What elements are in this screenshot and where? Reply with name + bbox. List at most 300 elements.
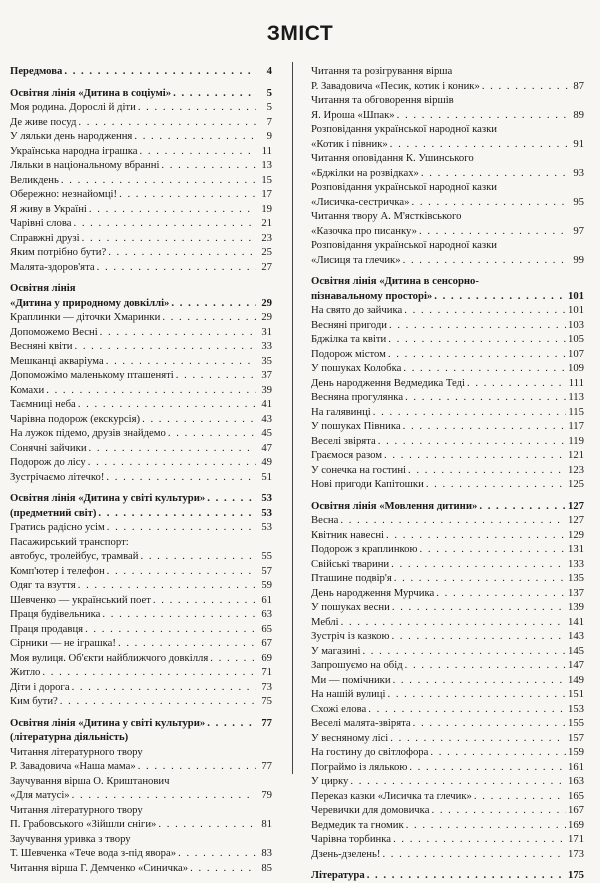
toc-entry[interactable] [311, 528, 584, 543]
dot-leader [367, 868, 566, 883]
toc-entry[interactable] [311, 731, 584, 746]
entry-title: Діти і дорога [10, 680, 70, 693]
entry-title: Ким бути? [10, 695, 58, 707]
toc-entry[interactable] [311, 600, 584, 615]
page-title: ЗМІСТ [266, 22, 334, 45]
toc-entry[interactable] [10, 426, 272, 441]
dot-leader [404, 303, 566, 318]
toc-entry[interactable] [311, 789, 584, 804]
entry-title: Весняна прогулянка [311, 391, 404, 403]
entry-title: «Бджілки на розвідках» [311, 166, 419, 179]
dot-leader [430, 745, 566, 760]
toc-entry[interactable] [10, 817, 272, 832]
toc-entry[interactable] [311, 818, 584, 833]
entry-title: У сонечка на гостині [311, 463, 407, 476]
toc-entry[interactable] [10, 520, 272, 535]
entry-title: Допоможімо маленькому пташеняті [10, 369, 174, 381]
page-number: 49 [261, 456, 272, 468]
toc-entry[interactable] [10, 100, 272, 115]
page-number: 45 [261, 427, 272, 439]
dot-leader [431, 803, 566, 818]
toc-entry[interactable] [10, 158, 272, 173]
toc-entry[interactable] [311, 673, 584, 688]
toc-text-line: Заучування вірша О. Криштанович [10, 774, 170, 787]
toc-text-line: Розповідання української народної казки [311, 239, 497, 251]
toc-entry[interactable] [10, 651, 272, 666]
dot-leader [394, 571, 566, 586]
dot-leader [64, 64, 256, 79]
toc-entry[interactable] [311, 405, 584, 420]
page-number: 29 [261, 296, 272, 309]
toc-entry[interactable] [10, 578, 272, 593]
dot-leader [158, 817, 256, 832]
dot-leader [392, 600, 566, 615]
toc-entry[interactable] [10, 115, 272, 130]
page-number: 127 [567, 499, 584, 512]
page-number: 53 [261, 521, 272, 533]
toc-entry[interactable] [311, 774, 584, 789]
dot-leader [72, 680, 256, 695]
toc-entry[interactable] [10, 397, 272, 412]
entry-title: Допоможемо Весні [10, 325, 98, 338]
page-number: 123 [567, 463, 584, 476]
page-number: 39 [261, 383, 272, 396]
toc-text-line: Читання та розігрування вірша [311, 65, 453, 77]
dot-leader [413, 716, 566, 731]
toc-entry[interactable] [311, 253, 584, 268]
toc-text-line: Розповідання української народної казки [311, 181, 497, 193]
toc-entry[interactable] [311, 745, 584, 760]
dot-leader [384, 448, 566, 463]
toc-entry[interactable] [10, 383, 272, 398]
entry-title: Зустрічаємо літечко! [10, 470, 105, 483]
toc-entry[interactable] [10, 593, 272, 608]
dot-leader [74, 339, 256, 354]
section-gap [10, 484, 272, 491]
dot-leader [388, 332, 566, 347]
page-number: 7 [266, 115, 272, 128]
page-number: 77 [261, 760, 272, 772]
dot-leader [391, 557, 566, 572]
toc-text-line: Читання літературного твору [10, 745, 143, 758]
entry-title: Чарівні слова [10, 217, 72, 229]
dot-leader [190, 861, 256, 876]
dot-leader [362, 644, 566, 659]
entry-title: Література [311, 869, 365, 881]
toc-entry[interactable] [10, 759, 272, 774]
toc-entry[interactable] [311, 847, 584, 862]
page-number: 121 [567, 449, 584, 461]
toc-entry[interactable] [10, 455, 272, 470]
entry-title: Справжні друзі [10, 231, 80, 244]
section-gap [311, 861, 584, 868]
toc-entry[interactable] [311, 79, 584, 94]
toc-entry[interactable] [311, 419, 584, 434]
page-number: 153 [567, 702, 584, 715]
toc-entry[interactable] [10, 310, 272, 325]
page-number: 33 [261, 340, 272, 352]
dot-leader [100, 325, 256, 340]
entry-title: Пташине подвір'я [311, 572, 392, 584]
entry-title: Одяг та взуття [10, 579, 76, 591]
toc-entry[interactable] [311, 332, 584, 347]
dot-leader [419, 224, 568, 239]
entry-title: Свійські тварини [311, 557, 390, 570]
column-divider [292, 62, 293, 774]
dot-leader [107, 520, 256, 535]
dot-leader [60, 694, 256, 709]
entry-title: Ляльки в національному вбранні [10, 159, 160, 171]
toc-entry[interactable] [311, 832, 584, 847]
dot-leader [388, 347, 566, 362]
page-number: 87 [573, 79, 584, 92]
page-number: 157 [567, 731, 584, 744]
entry-title: Веселі звірята [311, 434, 376, 447]
toc-entry[interactable] [10, 470, 272, 485]
entry-title: Краплинки — діточки Хмаринки [10, 311, 161, 323]
page-number: 57 [261, 564, 272, 577]
toc-entry[interactable] [10, 412, 272, 427]
section-heading: Освітня лінія «Дитина в сенсорно- [311, 275, 479, 287]
page-number: 139 [567, 601, 584, 613]
toc-entry[interactable] [10, 129, 272, 144]
toc-entry[interactable] [311, 658, 584, 673]
toc-entry[interactable] [10, 245, 272, 260]
page-number: 95 [573, 195, 584, 208]
dot-leader [373, 405, 567, 420]
entry-title: Р. Завадовича «Наша мама» [10, 760, 136, 772]
dot-leader [153, 593, 256, 608]
entry-title: На галявинці [311, 405, 371, 418]
entry-title: Я. Ироша «Шпак» [311, 108, 395, 121]
toc-entry[interactable] [10, 622, 272, 637]
dot-leader [82, 231, 256, 246]
page-number: 165 [567, 789, 584, 802]
entry-title: Подорож до лісу [10, 456, 86, 468]
entry-title: Праця будівельника [10, 608, 101, 620]
toc-entry[interactable] [311, 224, 584, 239]
page-number: 53 [261, 506, 272, 519]
dot-leader [78, 397, 256, 412]
toc-entry[interactable] [10, 680, 272, 695]
dot-leader [467, 376, 567, 391]
entry-title: Р. Завадовича «Песик, котик і коник» [311, 79, 480, 92]
toc-entry[interactable] [311, 390, 584, 405]
toc-section-entry[interactable] [10, 64, 272, 79]
page-number: 73 [261, 680, 272, 693]
dot-leader [102, 607, 256, 622]
entry-title: Сонячні зайчики [10, 441, 87, 454]
dot-leader [403, 361, 566, 376]
dot-leader [171, 296, 256, 311]
page-number: 43 [261, 412, 272, 425]
section-gap [10, 709, 272, 716]
dot-leader [106, 354, 256, 369]
toc-section-entry[interactable] [10, 716, 272, 731]
section-gap [10, 79, 272, 86]
page-number: 161 [567, 760, 584, 773]
toc-entry[interactable] [311, 513, 584, 528]
entry-title: Пограймо із лялькою [311, 760, 408, 773]
toc-text-line: Читання твору А. М'ястківського [311, 210, 462, 222]
toc-entry[interactable] [311, 108, 584, 123]
dot-leader [390, 137, 568, 152]
toc-entry[interactable] [311, 477, 584, 492]
page-number: 135 [567, 572, 584, 584]
toc-entry[interactable] [10, 549, 272, 564]
toc-entry[interactable] [311, 615, 584, 630]
toc-entry[interactable] [311, 803, 584, 818]
toc-entry[interactable] [311, 586, 584, 601]
toc-entry[interactable] [10, 788, 272, 803]
entry-title: У пошуках весни [311, 601, 390, 613]
toc-entry[interactable] [311, 318, 584, 333]
toc-section-entry[interactable] [10, 296, 272, 311]
toc-entry[interactable] [10, 354, 272, 369]
dot-leader [389, 318, 566, 333]
dot-leader [403, 253, 568, 268]
dot-leader [420, 542, 566, 557]
dot-leader [421, 166, 568, 181]
entry-title: У магазині [311, 644, 361, 657]
toc-entry[interactable] [311, 448, 584, 463]
dot-leader [207, 716, 256, 731]
toc-entry[interactable] [311, 687, 584, 702]
page-number: 81 [261, 818, 272, 830]
toc-entry[interactable] [311, 195, 584, 210]
dot-leader [403, 419, 567, 434]
page-number: 143 [567, 630, 584, 642]
toc-entry[interactable] [311, 137, 584, 152]
page-number: 141 [567, 615, 584, 628]
toc-text-line: Розповідання української народної казки [311, 123, 497, 135]
dot-leader [479, 499, 566, 514]
toc-entry[interactable] [311, 303, 584, 318]
page-number: 83 [261, 847, 272, 859]
dot-leader [134, 129, 256, 144]
toc-entry[interactable] [10, 368, 272, 383]
entry-title: «Дитина у природному довкіллі» [10, 296, 170, 309]
toc-section-entry[interactable] [10, 491, 272, 506]
toc-entry[interactable] [10, 694, 272, 709]
page-number: 105 [567, 333, 584, 345]
entry-title: Подорож містом [311, 347, 386, 360]
page-number: 117 [568, 420, 584, 432]
entry-title: Меблі [311, 615, 339, 628]
entry-title: Сірники — не іграшка! [10, 637, 116, 649]
dot-leader [340, 513, 566, 528]
toc-entry[interactable] [10, 607, 272, 622]
toc-section-entry[interactable] [311, 289, 584, 304]
dot-leader [107, 564, 256, 579]
toc-section-entry[interactable] [10, 86, 272, 101]
toc-entry[interactable] [10, 144, 272, 159]
toc-entry[interactable] [311, 557, 584, 572]
toc-entry[interactable] [311, 376, 584, 391]
toc-entry[interactable] [10, 665, 272, 680]
toc-entry[interactable] [311, 571, 584, 586]
dot-leader [138, 100, 256, 115]
entry-title: Ми — помічники [311, 673, 391, 686]
dot-leader [378, 434, 567, 449]
entry-title: Весна [311, 514, 339, 526]
toc-entry[interactable] [10, 846, 272, 861]
entry-title: Комп'ютер і телефон [10, 564, 105, 577]
page-number: 93 [573, 166, 584, 179]
entry-title: Граємося разом [311, 449, 383, 461]
page-number: 9 [266, 130, 272, 142]
toc-entry[interactable] [10, 339, 272, 354]
toc-entry[interactable] [311, 760, 584, 775]
toc-entry[interactable] [311, 463, 584, 478]
dot-leader [78, 115, 256, 130]
dot-leader [88, 455, 256, 470]
entry-title: Схожі елова [311, 702, 367, 715]
page-number: 19 [261, 202, 272, 215]
page-number: 151 [567, 688, 584, 700]
dot-leader [368, 702, 566, 717]
dot-leader [46, 383, 256, 398]
toc-entry[interactable] [10, 325, 272, 340]
section-gap [311, 267, 584, 274]
page-number: 67 [261, 637, 272, 649]
page-number: 145 [567, 644, 584, 657]
page-number: 53 [261, 492, 272, 504]
page-number: 61 [261, 593, 272, 606]
page-number: 175 [567, 869, 584, 881]
toc-entry[interactable] [10, 861, 272, 876]
page-number: 27 [261, 260, 272, 273]
dot-leader [162, 310, 256, 325]
dot-leader [391, 629, 566, 644]
dot-leader [138, 759, 256, 774]
dot-leader [207, 491, 256, 506]
dot-leader [210, 651, 256, 666]
page-number: 4 [266, 65, 272, 77]
entry-title: Де живе посуд [10, 115, 77, 128]
dot-leader [382, 847, 566, 862]
dot-leader [434, 289, 566, 304]
section-gap [311, 492, 584, 499]
page-number: 159 [567, 746, 584, 758]
page-number: 147 [567, 659, 584, 671]
entry-title: Освітня лінія «Мовлення дитини» [311, 499, 478, 512]
entry-title: Мешканці акваріума [10, 354, 104, 367]
page-number: 109 [567, 362, 584, 374]
page-number: 155 [567, 717, 584, 729]
toc-entry[interactable] [311, 361, 584, 376]
entry-title: У пошуках Колобка [311, 362, 402, 374]
toc-entry[interactable] [10, 231, 272, 246]
dot-leader [85, 622, 256, 637]
toc-entry[interactable] [311, 347, 584, 362]
toc-entry[interactable] [311, 629, 584, 644]
page-number: 51 [261, 470, 272, 483]
entry-title: Подорож з краплинкою [311, 543, 418, 555]
toc-section-entry[interactable] [311, 868, 584, 883]
toc-entry[interactable] [311, 542, 584, 557]
page-number: 131 [567, 543, 584, 555]
page-number: 75 [261, 695, 272, 707]
entry-title: Передмова [10, 65, 63, 77]
dot-leader [178, 846, 256, 861]
entry-title: пізнавальному просторі» [311, 289, 433, 302]
entry-title: Читання вірша Г. Демченко «Синичка» [10, 861, 189, 874]
entry-title: П. Грабовського «Зійшли сніги» [10, 818, 157, 830]
toc-entry[interactable] [311, 644, 584, 659]
page-number: 59 [261, 579, 272, 591]
entry-title: У весняному лісі [311, 731, 389, 744]
toc-entry[interactable] [311, 716, 584, 731]
page-number: 163 [567, 775, 584, 787]
page-number: 5 [266, 101, 272, 113]
page-number: 21 [261, 217, 272, 229]
entry-title: Українська народна іграшка [10, 144, 138, 157]
entry-title: Житло [10, 666, 41, 678]
dot-leader [386, 528, 566, 543]
page-number: 63 [261, 608, 272, 620]
toc-entry[interactable] [311, 702, 584, 717]
toc-entry[interactable] [10, 187, 272, 202]
dot-leader [350, 774, 566, 789]
page-number: 113 [568, 391, 584, 403]
page-number: 97 [573, 224, 584, 237]
page-number: 15 [261, 173, 272, 186]
entry-title: День народження Мурчика [311, 586, 435, 599]
dot-leader [405, 390, 566, 405]
toc-entry[interactable] [10, 202, 272, 217]
dot-leader [142, 412, 256, 427]
toc-entry[interactable] [311, 166, 584, 181]
toc-entry[interactable] [10, 636, 272, 651]
entry-title: Шевченко — український поет [10, 593, 151, 606]
entry-title: У пошуках Півника [311, 420, 401, 432]
toc-section-entry[interactable] [311, 499, 584, 514]
toc-entry[interactable] [10, 173, 272, 188]
page-number: 125 [567, 478, 584, 490]
toc-entry[interactable] [10, 441, 272, 456]
page-number: 5 [266, 86, 272, 99]
toc-right-column [311, 64, 584, 883]
entry-title: Чарівна торбинка [311, 833, 392, 845]
dot-leader [119, 187, 256, 202]
page-number: 85 [261, 861, 272, 874]
entry-title: Моя вулиця. Об'єкти найближчого довкілля [10, 651, 209, 664]
dot-leader [89, 202, 256, 217]
toc-entry[interactable] [10, 260, 272, 275]
entry-title: «Лисиця та глечик» [311, 253, 401, 266]
entry-title: (предметний світ) [10, 506, 97, 519]
entry-title: На нашій вулиці [311, 688, 386, 700]
dot-leader [393, 832, 566, 847]
toc-entry[interactable] [10, 216, 272, 231]
toc-entry[interactable] [10, 564, 272, 579]
entry-title: На свято до зайчика [311, 304, 403, 316]
page-number: 129 [567, 528, 584, 541]
section-gap [10, 274, 272, 281]
entry-title: Бджілка та квіти [311, 333, 387, 345]
page-number: 149 [567, 673, 584, 686]
page-number: 137 [567, 586, 584, 599]
dot-leader [73, 216, 256, 231]
toc-entry[interactable] [311, 434, 584, 449]
toc-section-entry[interactable] [10, 506, 272, 521]
entry-title: Праця продавця [10, 622, 84, 635]
entry-title: Яким потрібно бути? [10, 246, 107, 258]
entry-title: Квітник навесні [311, 528, 385, 541]
page-number: 91 [573, 137, 584, 150]
entry-title: Т. Шевченка «Тече вода з-під явора» [10, 847, 177, 859]
